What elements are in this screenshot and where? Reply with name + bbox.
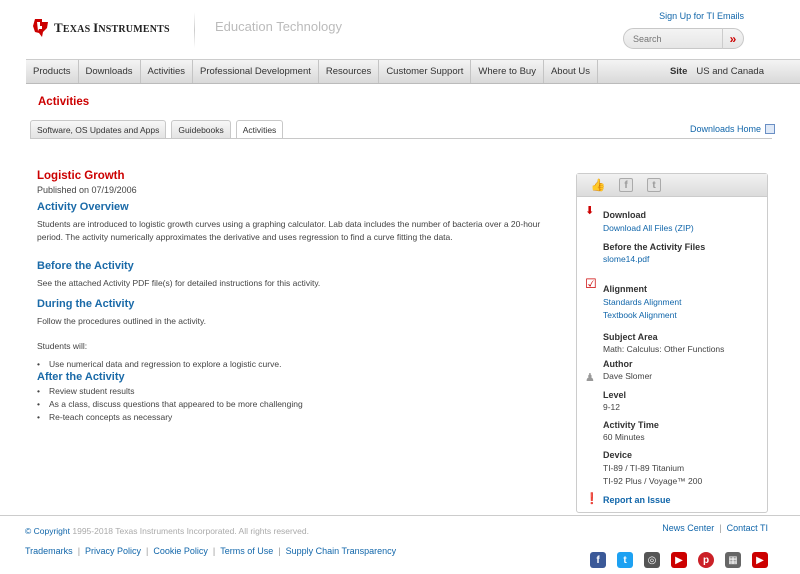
nav-customer-support[interactable]: Customer Support xyxy=(379,60,471,83)
author-value: Dave Slomer xyxy=(603,371,653,381)
before-files-label: Before the Activity Files xyxy=(603,242,706,252)
twitter-share-icon[interactable]: t xyxy=(647,178,661,192)
header-divider xyxy=(194,12,195,48)
nav-products[interactable]: Products xyxy=(26,60,79,83)
during-heading: During the Activity xyxy=(37,298,135,310)
home-icon xyxy=(765,124,775,134)
device-value-1: TI-89 / TI-89 Titanium xyxy=(603,463,685,473)
header-tagline: Education Technology xyxy=(215,19,342,34)
nav-downloads[interactable]: Downloads xyxy=(79,60,141,83)
nav-activities[interactable]: Activities xyxy=(141,60,193,83)
copyright xyxy=(25,526,309,536)
alert-icon: ❗ xyxy=(585,493,599,505)
before-text: See the attached Activity PDF file(s) for detailed instructions for this activity. xyxy=(37,278,321,288)
blog-icon[interactable]: ▦ xyxy=(725,552,741,568)
youtube-icon[interactable]: ▶ xyxy=(671,552,687,568)
news-center-link[interactable]: News Center xyxy=(662,523,715,533)
list-item: • Use numerical data and regression to explore a logistic curve. xyxy=(37,358,547,371)
list-item: • As a class, discuss questions that appeared to be more challenging xyxy=(37,398,547,411)
activity-title: Logistic Growth xyxy=(37,170,125,182)
nav-where-to-buy[interactable]: Where to Buy xyxy=(471,60,544,83)
standards-alignment-link[interactable]: Standards Alignment xyxy=(603,297,682,307)
time-label: Activity Time xyxy=(603,420,659,430)
facebook-share-icon[interactable]: f xyxy=(619,178,633,192)
tab-guidebooks[interactable]: Guidebooks xyxy=(171,120,230,138)
time-value: 60 Minutes xyxy=(603,432,645,442)
author-section xyxy=(603,359,652,381)
during-list xyxy=(37,358,547,371)
site-value: US and Canada xyxy=(696,66,764,77)
nav-resources[interactable]: Resources xyxy=(319,60,379,83)
trademarks-link[interactable]: Trademarks xyxy=(25,546,73,556)
level-value: 9-12 xyxy=(603,402,621,412)
terms-of-use-link[interactable]: Terms of Use xyxy=(220,546,274,556)
alignment-section xyxy=(603,284,681,320)
download-icon: ⬇ xyxy=(585,205,595,217)
signup-link[interactable]: Sign Up for TI Emails xyxy=(659,11,744,21)
downloads-home-link[interactable] xyxy=(690,124,775,134)
share-bar xyxy=(577,174,767,197)
author-label: Author xyxy=(603,359,633,369)
device-value-2: TI-92 Plus / Voyage™ 200 xyxy=(603,476,703,486)
social-links xyxy=(590,552,768,568)
ti-logo-wordmark: TEXAS INSTRUMENTS xyxy=(54,20,170,35)
students-will-label: Students will: xyxy=(37,341,88,351)
search-submit-button[interactable] xyxy=(722,28,743,49)
footer-separator: | xyxy=(278,546,281,556)
footer-right-links xyxy=(662,523,768,533)
textbook-alignment-link[interactable]: Textbook Alignment xyxy=(603,310,677,320)
facebook-icon[interactable]: f xyxy=(590,552,606,568)
search-input[interactable] xyxy=(624,30,722,48)
footer-divider xyxy=(0,515,800,516)
copyright-text: 1995-2018 Texas Instruments Incorporated. All rights reserved. xyxy=(70,526,309,536)
author-icon: ♟ xyxy=(585,372,595,384)
ti-logo[interactable] xyxy=(32,18,170,38)
pinterest-icon[interactable]: p xyxy=(698,552,714,568)
download-all-zip-link[interactable]: Download All Files (ZIP) xyxy=(603,223,694,233)
level-label: Level xyxy=(603,390,627,400)
report-issue-link[interactable]: Report an Issue xyxy=(603,495,671,505)
copyright-link[interactable]: © Copyright xyxy=(25,526,71,536)
subject-value: Math: Calculus: Other Functions xyxy=(603,344,725,354)
time-section xyxy=(603,420,659,442)
footer-links xyxy=(25,546,396,556)
footer-separator: | xyxy=(77,546,81,556)
activity-sidebar xyxy=(576,173,768,513)
privacy-policy-link[interactable]: Privacy Policy xyxy=(85,546,142,556)
checkbox-check-icon: ☑ xyxy=(585,276,597,291)
instagram-icon[interactable]: ◎ xyxy=(644,552,660,568)
device-label: Device xyxy=(603,450,633,460)
published-date: Published on 07/19/2006 xyxy=(37,185,137,195)
list-item: • Re-teach concepts as necessary xyxy=(37,411,547,424)
ti-logo-icon xyxy=(32,18,49,38)
download-section xyxy=(603,210,705,264)
site-header xyxy=(0,0,800,58)
download-label: Download xyxy=(603,210,646,220)
tab-software-os-updates[interactable]: Software, OS Updates and Apps xyxy=(30,120,166,138)
subject-section xyxy=(603,332,724,354)
cookie-policy-link[interactable]: Cookie Policy xyxy=(153,546,208,556)
before-file-link[interactable]: slome14.pdf xyxy=(603,254,650,264)
downloads-home-label: Downloads Home xyxy=(690,124,762,134)
tab-divider xyxy=(30,138,772,139)
download-tabs xyxy=(30,120,288,139)
double-chevron-right-icon: » xyxy=(729,31,737,46)
alignment-label: Alignment xyxy=(603,284,647,294)
overview-text: Students are introduced to logistic growth curves using a graphing calculator. Lab data includes the number of bacteria over a 20-hour period. The activity numerically approximates the derivative and uses regression to find a curve fitting the data. xyxy=(37,219,541,242)
nav-about-us[interactable]: About Us xyxy=(544,60,598,83)
footer-separator: | xyxy=(146,546,149,556)
site-label: Site xyxy=(669,66,688,77)
tab-activities[interactable]: Activities xyxy=(236,120,284,139)
search-box xyxy=(623,28,744,49)
list-item: • Review student results xyxy=(37,385,547,398)
before-heading: Before the Activity xyxy=(37,260,134,272)
overview-heading: Activity Overview xyxy=(37,201,129,213)
youtube-channel-icon[interactable]: ▶ xyxy=(752,552,768,568)
nav-professional-development[interactable]: Professional Development xyxy=(193,60,319,83)
thumbs-up-icon[interactable]: 👍 xyxy=(590,178,606,192)
twitter-icon[interactable]: t xyxy=(617,552,633,568)
during-text: Follow the procedures outlined in the activity. xyxy=(37,316,206,326)
section-title: Activities xyxy=(38,96,90,108)
main-nav xyxy=(26,59,800,84)
footer-separator: | xyxy=(719,523,722,533)
after-list xyxy=(37,385,547,424)
footer-separator: | xyxy=(212,546,216,556)
subject-label: Subject Area xyxy=(603,332,658,342)
after-heading: After the Activity xyxy=(37,371,125,383)
level-section xyxy=(603,390,626,412)
site-selector[interactable] xyxy=(670,60,800,83)
supply-chain-link[interactable]: Supply Chain Transparency xyxy=(285,546,397,556)
device-section xyxy=(603,450,702,486)
contact-ti-link[interactable]: Contact TI xyxy=(726,523,768,533)
activity-content xyxy=(37,170,547,424)
